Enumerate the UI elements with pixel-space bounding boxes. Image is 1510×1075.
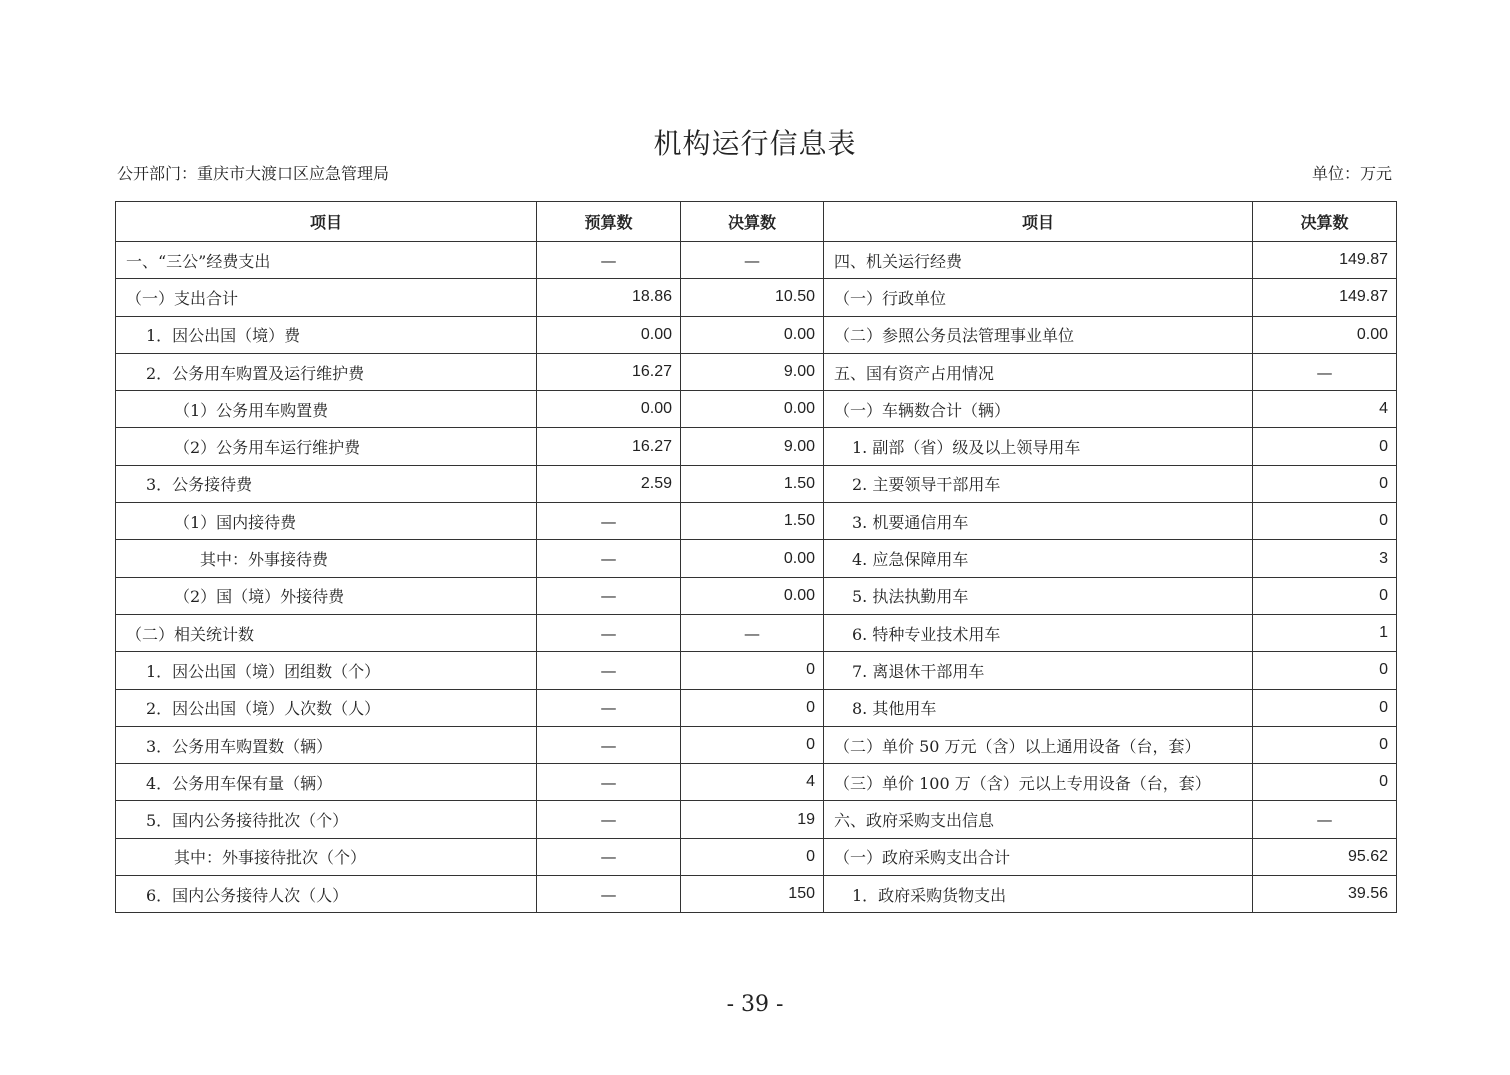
table-row [116, 689, 1397, 726]
budget-value: — [537, 801, 681, 838]
final-value-left: 1.50 [681, 503, 824, 540]
final-value-right: 1 [1253, 614, 1397, 651]
final-value-left: 0 [681, 838, 824, 875]
final-value-left: 9.00 [681, 428, 824, 465]
item-label-right: 四、机关运行经费 [824, 242, 1253, 279]
final-value-right: 0 [1253, 764, 1397, 801]
final-value-right: 0 [1253, 577, 1397, 614]
item-label-right: 1. 副部（省）级及以上领导用车 [824, 428, 1253, 465]
budget-value: 16.27 [537, 428, 681, 465]
budget-value: — [537, 764, 681, 801]
final-value-left: 4 [681, 764, 824, 801]
budget-value: 16.27 [537, 353, 681, 390]
header-final-right: 决算数 [1253, 202, 1397, 242]
final-value-left: 150 [681, 876, 824, 913]
final-value-left: 0.00 [681, 577, 824, 614]
budget-value: — [537, 689, 681, 726]
item-label-left: 3．公务用车购置数（辆） [116, 726, 537, 763]
final-value-left: — [681, 614, 824, 651]
item-label-right: （二）参照公务员法管理事业单位 [824, 316, 1253, 353]
table-row [116, 764, 1397, 801]
table-row [116, 316, 1397, 353]
item-label-right: 1．政府采购货物支出 [824, 876, 1253, 913]
item-label-left: 6．国内公务接待人次（人） [116, 876, 537, 913]
table-row [116, 242, 1397, 279]
item-label-right: 六、政府采购支出信息 [824, 801, 1253, 838]
final-value-right: 149.87 [1253, 242, 1397, 279]
unit-label: 单位：万元 [1311, 164, 1392, 183]
final-value-right: 0 [1253, 465, 1397, 502]
final-value-right: — [1253, 353, 1397, 390]
budget-value: — [537, 242, 681, 279]
item-label-left: （2）国（境）外接待费 [116, 577, 537, 614]
budget-value: — [537, 876, 681, 913]
item-label-right: （二）单价 50 万元（含）以上通用设备（台，套） [824, 726, 1253, 763]
final-value-left: 1.50 [681, 465, 824, 502]
budget-value: — [537, 503, 681, 540]
item-label-right: 3. 机要通信用车 [824, 503, 1253, 540]
table-row [116, 876, 1397, 913]
final-value-left: 9.00 [681, 353, 824, 390]
item-label-right: 5. 执法执勤用车 [824, 577, 1253, 614]
table-header-row [116, 202, 1397, 242]
final-value-right: 0 [1253, 689, 1397, 726]
institution-operation-table [115, 201, 1397, 913]
table-row [116, 652, 1397, 689]
item-label-left: 2．公务用车购置及运行维护费 [116, 353, 537, 390]
budget-value: — [537, 838, 681, 875]
table-row [116, 279, 1397, 316]
final-value-left: 0.00 [681, 391, 824, 428]
final-value-left: — [681, 242, 824, 279]
item-label-right: 五、国有资产占用情况 [824, 353, 1253, 390]
page-number: - 39 - [726, 992, 784, 1017]
header-final-left: 决算数 [681, 202, 824, 242]
item-label-right: 7. 离退休干部用车 [824, 652, 1253, 689]
item-label-left: （1）公务用车购置费 [116, 391, 537, 428]
final-value-right: 149.87 [1253, 279, 1397, 316]
item-label-left: 其中：外事接待费 [116, 540, 537, 577]
item-label-right: 4. 应急保障用车 [824, 540, 1253, 577]
item-label-left: 5．国内公务接待批次（个） [116, 801, 537, 838]
item-label-left: 4．公务用车保有量（辆） [116, 764, 537, 801]
budget-value: — [537, 540, 681, 577]
final-value-right: 95.62 [1253, 838, 1397, 875]
final-value-right: 0 [1253, 503, 1397, 540]
item-label-right: （三）单价 100 万（含）元以上专用设备（台，套） [824, 764, 1253, 801]
header-item-left: 项目 [116, 202, 537, 242]
table-row [116, 838, 1397, 875]
budget-value: 2.59 [537, 465, 681, 502]
item-label-right: （一）车辆数合计（辆） [824, 391, 1253, 428]
item-label-right: 8. 其他用车 [824, 689, 1253, 726]
budget-value: 18.86 [537, 279, 681, 316]
department-label: 公开部门：重庆市大渡口区应急管理局 [117, 164, 390, 183]
table-row [116, 614, 1397, 651]
final-value-right: 0 [1253, 428, 1397, 465]
budget-value: 0.00 [537, 391, 681, 428]
item-label-left: 1．因公出国（境）费 [116, 316, 537, 353]
budget-value: — [537, 652, 681, 689]
final-value-right: 0 [1253, 726, 1397, 763]
final-value-left: 0 [681, 726, 824, 763]
final-value-left: 0 [681, 689, 824, 726]
item-label-right: （一）行政单位 [824, 279, 1253, 316]
page-title: 机构运行信息表 [653, 127, 857, 160]
item-label-left: （2）公务用车运行维护费 [116, 428, 537, 465]
budget-value: — [537, 726, 681, 763]
table-row [116, 391, 1397, 428]
final-value-left: 10.50 [681, 279, 824, 316]
table-row [116, 726, 1397, 763]
header-item-right: 项目 [824, 202, 1253, 242]
final-value-right: 3 [1253, 540, 1397, 577]
budget-value: — [537, 614, 681, 651]
final-value-right: 0 [1253, 652, 1397, 689]
table-row [116, 540, 1397, 577]
item-label-left: 一、“三公”经费支出 [116, 242, 537, 279]
item-label-left: 其中：外事接待批次（个） [116, 838, 537, 875]
item-label-left: （一）支出合计 [116, 279, 537, 316]
item-label-right: （一）政府采购支出合计 [824, 838, 1253, 875]
final-value-left: 0 [681, 652, 824, 689]
table-row [116, 801, 1397, 838]
item-label-left: （1）国内接待费 [116, 503, 537, 540]
item-label-left: （二）相关统计数 [116, 614, 537, 651]
table-row [116, 503, 1397, 540]
item-label-right: 2. 主要领导干部用车 [824, 465, 1253, 502]
item-label-left: 3．公务接待费 [116, 465, 537, 502]
final-value-left: 19 [681, 801, 824, 838]
budget-value: 0.00 [537, 316, 681, 353]
item-label-left: 2．因公出国（境）人次数（人） [116, 689, 537, 726]
header-budget: 预算数 [537, 202, 681, 242]
final-value-right: 4 [1253, 391, 1397, 428]
table-row [116, 428, 1397, 465]
final-value-left: 0.00 [681, 316, 824, 353]
final-value-right: 39.56 [1253, 876, 1397, 913]
table-row [116, 353, 1397, 390]
final-value-right: 0.00 [1253, 316, 1397, 353]
final-value-left: 0.00 [681, 540, 824, 577]
table-row [116, 577, 1397, 614]
item-label-right: 6. 特种专业技术用车 [824, 614, 1253, 651]
table-row [116, 465, 1397, 502]
budget-value: — [537, 577, 681, 614]
item-label-left: 1．因公出国（境）团组数（个） [116, 652, 537, 689]
final-value-right: — [1253, 801, 1397, 838]
